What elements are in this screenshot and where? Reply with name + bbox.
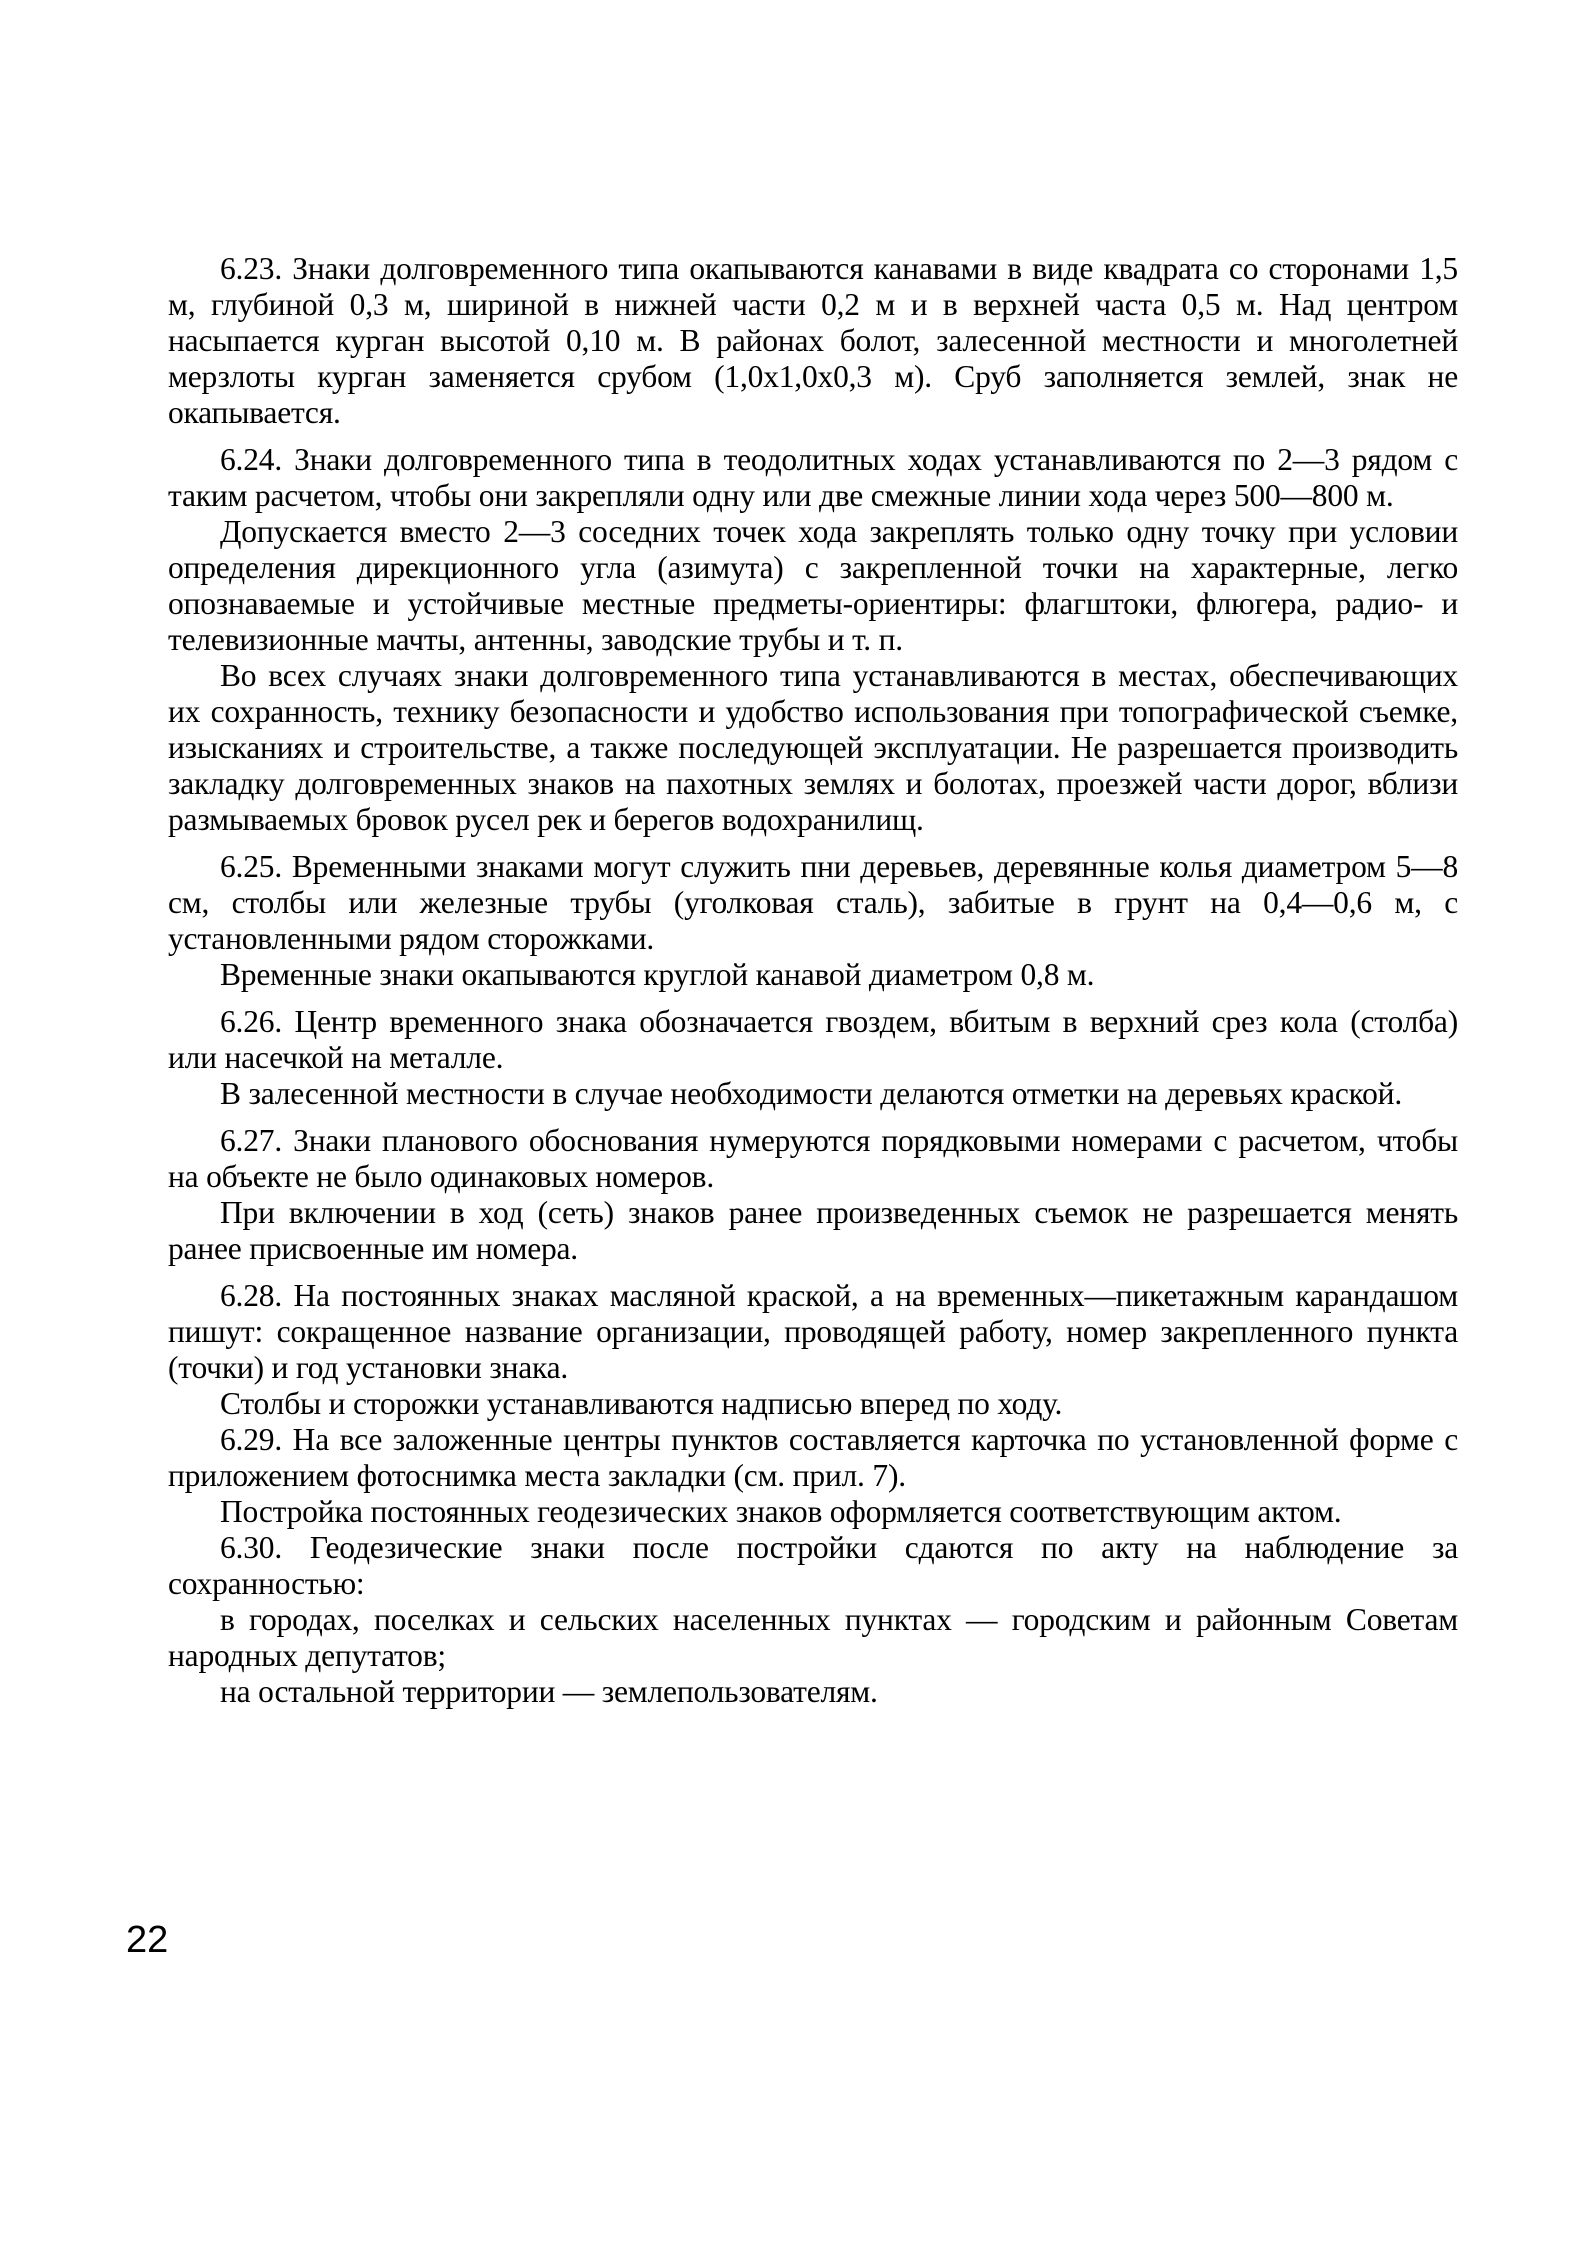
paragraph-6-25-continuation: Временные знаки окапываются круглой канавой диаметром 0,8 м. [220, 957, 1095, 992]
paragraph-6-26-continuation: В залесенной местности в случае необходимости делаются отметки на деревьях краской. [220, 1076, 1402, 1111]
paragraph-6-24-continuation: Допускается вместо 2—3 соседних точек хода закреплять только одну точку при условии определения дирекционного угла (азимута) с закрепленной точки на характерные, легко опознаваемые и устойчивые местные предметы-ориентиры: флагштоки, флюгера, радио- и телевизионные мачты, антенны, заводские трубы и т. п. [168, 514, 1458, 657]
paragraph-6-26: 6.26. Центр временного знака обозначается гвоздем, вбитым в верхний срез кола (столба) или насечкой на металле. [168, 1004, 1458, 1075]
paragraph-6-29: 6.29. На все заложенные центры пунктов составляется карточка по установленной форме с приложением фотоснимка места закладки (см. прил. 7). [168, 1422, 1458, 1493]
paragraph-6-30: 6.30. Геодезические знаки после постройки сдаются по акту на наблюдение за сохранностью: [168, 1530, 1458, 1601]
paragraph-6-28: 6.28. На постоянных знаках масляной краской, а на временных—пикетажным карандашом пишут: сокращенное название организации, проводящей работу, номер закрепленного пункта (точки) и год установки знака. [168, 1278, 1458, 1385]
paragraph-6-24-continuation-2: Во всех случаях знаки долговременного типа устанавливаются в местах, обеспечивающих их сохранность, технику безопасности и удобство использования при топографической съемке, изысканиях и строительстве, а также последующей эксплуатации. Не разрешается производить закладку долговременных знаков на пахотных землях и болотах, проезжей части дорог, вблизи размываемых бровок русел рек и берегов водохранилищ. [168, 658, 1458, 837]
page-number: 22 [126, 1919, 169, 1961]
paragraph-6-27-continuation: При включении в ход (сеть) знаков ранее произведенных съемок не разрешается менять ранее присвоенные им номера. [168, 1195, 1458, 1266]
paragraph-6-30-continuation: в городах, поселках и сельских населенных пунктах — городским и районным Советам народных депутатов; [168, 1602, 1458, 1673]
paragraph-6-29-continuation: Постройка постоянных геодезических знаков оформляется соответствующим актом. [220, 1494, 1342, 1529]
body-text [168, 240, 1458, 1710]
paragraph-6-27: 6.27. Знаки планового обоснования нумеруются порядковыми номерами с расчетом, чтобы на объекте не было одинаковых номеров. [168, 1123, 1458, 1194]
paragraph-6-28-continuation: Столбы и сторожки устанавливаются надписью вперед по ходу. [220, 1386, 1063, 1421]
paragraph-6-24: 6.24. Знаки долговременного типа в теодолитных ходах устанавливаются по 2—3 рядом с таким расчетом, чтобы они закрепляли одну или две смежные линии хода через 500—800 м. [168, 442, 1458, 513]
paragraph-6-30-continuation-2: на остальной территории — землепользователям. [220, 1674, 878, 1709]
paragraph-6-25: 6.25. Временными знаками могут служить пни деревьев, деревянные колья диаметром 5—8 см, столбы или железные трубы (уголковая сталь), забитые в грунт на 0,4—0,6 м, с установленными рядом сторожками. [168, 849, 1458, 956]
paragraph-6-23: 6.23. Знаки долговременного типа окапываются канавами в виде квадрата со сторонами 1,5 м, глубиной 0,3 м, шириной в нижней части 0,2 м и в верхней часта 0,5 м. Над центром насыпается курган высотой 0,10 м. В районах болот, залесенной местности и многолетней мерзлоты курган заменяется срубом (1,0х1,0х0,3 м). Сруб заполняется землей, знак не окапывается. [168, 251, 1458, 430]
